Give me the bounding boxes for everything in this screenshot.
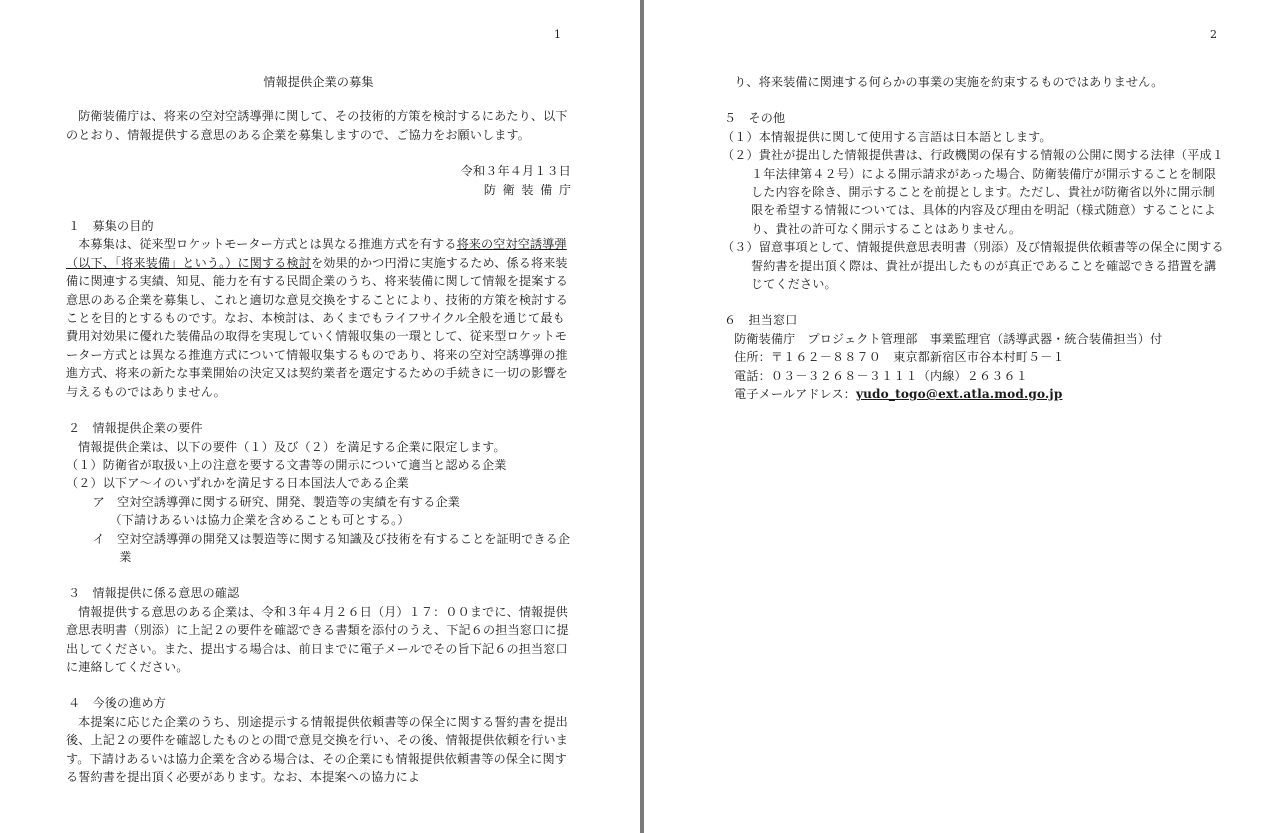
section-5-heading: ５ その他 (724, 111, 786, 126)
document-title: 情報提供企業の募集 (263, 75, 374, 89)
contact-address: 住所：〒１６２－８８７０ 東京都新宿区市谷本村町５－１ (734, 350, 1065, 365)
page-number: 1 (554, 28, 561, 41)
section-1-body: 本募集は、従来型ロケットモーター方式とは異なる推進方式を有する将来の空対空誘導弾（以下、「将来装備」という。）に関する検討を効果的かつ円滑に実施するため、係る将来装備に関連する実績、知見、能力を有する民間企業のうち、将来装備に関して情報を提案する意思のある企業を募集し、これと適切な意見交換をすることにより、技術的方策を検討することを目的とするものです。なお、本検討は、あくまでもライフサイクル全般を通じて最も費用対効果に優れた装備品の取得を実現していく情報収集の一環として、従来型ロケットモーター方式とは異なる推進方式について情報収集するものであり、将来の空対空誘導弾の推進方式、将来の新たな事業開始の決定又は契約業者を選定するための手続きに一切の影響を与えるものではありません。 (66, 237, 568, 399)
contact-department: 防衛装備庁 プロジェクト管理部 事業監理官（誘導武器・統合装備担当）付 (734, 331, 1163, 346)
other-item-2: （２）貴社が提出した情報提供書は、行政機関の保有する情報の公開に関する法律（平成１１年法律第４２号）による開示請求があった場合、防衛装備庁が開示することを制限した内容を除き、開示することを前提とします。ただし、貴社が防衛省以外に開示制限を希望する情報については、具体的内容及び理由を明記（様式随意）することにより、貴社の許可なく開示することはありません。 (722, 148, 1224, 236)
document-page-2 (644, 0, 1269, 833)
contact-email-row (722, 385, 1227, 403)
section-1-heading: １ 募集の目的 (68, 219, 154, 234)
section-2-heading: ２ 情報提供企業の要件 (68, 421, 203, 436)
intro-paragraph: 防衛装備庁は、将来の空対空誘導弾に関して、その技術的方策を検討するにあたり、以下のとおり、情報提供する意思のある企業を募集しますので、ご協力をお願いします。 (66, 109, 568, 142)
email-label: 電子メールアドレス： (734, 387, 856, 402)
other-item-1: （１）本情報提供に関して使用する言語は日本語とします。 (722, 129, 1052, 144)
section-4-body: 本提案に応じた企業のうち、別途提示する情報提供依頼書等の保全に関する誓約書を提出後、上記２の要件を確認したものとの間で意見交換を行い、その後、情報提供依頼を行います。下請けあるいは協力企業を含める場合は、その企業にも情報提供依頼書等の保全に関する誓約書を提出頂く必要があります。なお、本提案への協力によ (66, 714, 568, 784)
page-content (66, 73, 578, 786)
requirement-2-a-note: （下請けあるいは協力企業を含めることも可とする。） (109, 513, 410, 528)
section-2-lead: 情報提供企業は、以下の要件（１）及び（２）を満足する企業に限定します。 (78, 439, 506, 454)
continuation-text: り、将来装備に関連する何らかの事業の実施を約束するものではありません。 (734, 75, 1164, 89)
requirement-2: （２）以下ア～イのいずれかを満足する日本国法人である企業 (66, 476, 409, 491)
issue-date: 令和３年４月１３日 (460, 164, 571, 179)
section-3-body: 情報提供する意思のある企業は、令和３年４月２６日（月）１７：００までに、情報提供意思表明書（別添）に上記２の要件を確認できる書類を添付のうえ、下記６の担当窓口に提出してください。また、提出する場合は、前日までに電子メールでその旨下記６の担当窓口に連絡してください。 (66, 604, 569, 674)
contact-phone: 電話：０３－３２６８－３１１１（内線）２６３６１ (734, 368, 1028, 383)
section-3-heading: ３ 情報提供に係る意思の確認 (68, 586, 240, 601)
email-link[interactable]: yudo_togo@ext.atla.mod.go.jp (855, 387, 1063, 402)
section-4-heading: ４ 今後の進め方 (68, 696, 166, 711)
issuer-name: 防衛装備庁 (483, 182, 578, 197)
page-number: 2 (1210, 28, 1217, 41)
requirement-2-i: イ 空対空誘導弾の開発又は製造等に関する知識及び技術を有することを証明できる企業 (92, 531, 571, 564)
requirement-2-a: ア 空対空誘導弾に関する研究、開発、製造等の実績を有する企業 (92, 494, 460, 509)
requirement-1: （１）防衛省が取扱い上の注意を要する文書等の開示について適当と認める企業 (66, 457, 507, 472)
page-content (722, 73, 1227, 404)
underlined-phrase: 将来の空対空誘導弾（以下、「将来装備」という。）に関する検討 (66, 237, 567, 270)
section-6-heading: ６ 担当窓口 (724, 313, 798, 328)
other-item-3: （３）留意事項として、情報提供意思表明書（別添）及び情報提供依頼書等の保全に関する誓約書を提出頂く際は、貴社が提出したものが真正であることを確認できる措置を講じてください。 (722, 240, 1224, 292)
